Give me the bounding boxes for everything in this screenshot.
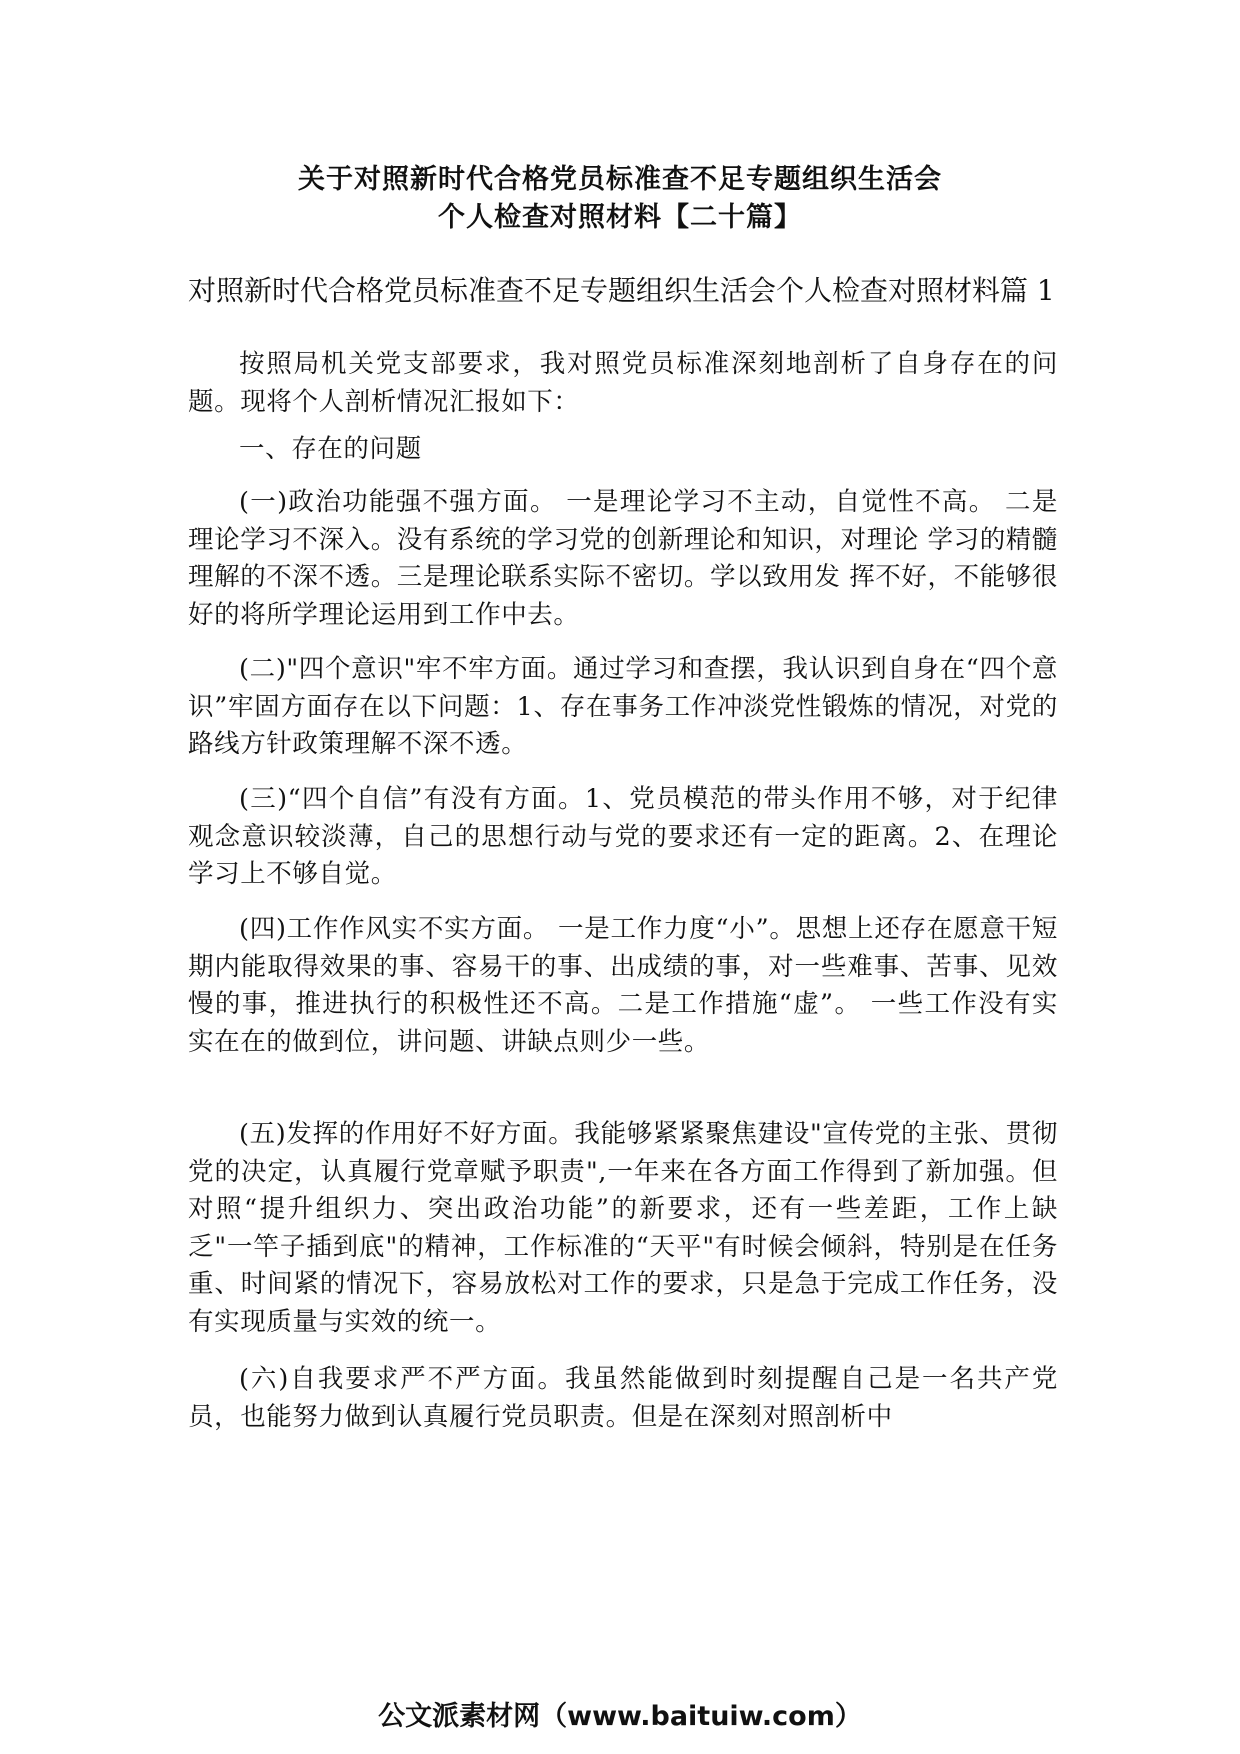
item-paragraph-4: (四)工作作风实不实方面。 一是工作力度“小”。思想上还存在愿意干短期内能取得效果的事、容易干的事、出成绩的事，对一些难事、苦事、见效慢的事，推进执行的积极性还不高。二是工作措施“虚”。 一些工作没有实实在在的做到位，讲问题、讲缺点则少一些。 — [188, 914, 1058, 1057]
section-heading: 一、存在的问题 — [239, 434, 422, 464]
intro-paragraph: 按照局机关党支部要求，我对照党员标准深刻地剖析了自身存在的问题。现将个人剖析情况汇报如下： — [188, 349, 1058, 417]
item-paragraph-3: (三)“四个自信”有没有方面。1、党员模范的带头作用不够，对于纪律观念意识较淡薄，自己的思想行动与党的要求还有一定的距离。2、在理论学习上不够自觉。 — [188, 784, 1058, 889]
document-title-line1: 关于对照新时代合格党员标准查不足专题组织生活会 — [298, 164, 942, 195]
item-paragraph-5: (五)发挥的作用好不好方面。我能够紧紧聚焦建设"宣传党的主张、贯彻党的决定，认真履行党章赋予职责",一年来在各方面工作得到了新加强。但对照“提升组织力、突出政治功能”的新要求，还有一些差距，工作上缺乏"一竿子插到底"的精神，工作标准的“天平"有时候会倾斜，特别是在任务重、时间紧的情况下，容易放松对工作的要求，只是急于完成工作任务，没有实现质量与实效的统一。 — [188, 1119, 1058, 1337]
item-paragraph-6: (六)自我要求严不严方面。我虽然能做到时刻提醒自己是一名共产党员，也能努力做到认真履行党员职责。但是在深刻对照剖析中 — [188, 1364, 1058, 1432]
item-paragraph-2: (二)"四个意识"牢不牢方面。通过学习和查摆，我认识到自身在“四个意识”牢固方面存在以下问题：1、存在事务工作冲淡党性锻炼的情况，对党的路线方针政策理解不深不透。 — [188, 654, 1058, 759]
document-title-line2: 个人检查对照材料【二十篇】 — [438, 202, 802, 233]
footer-source: 公文派素材网（www.baituiw.com） — [378, 1701, 862, 1732]
article-subheading: 对照新时代合格党员标准查不足专题组织生活会个人检查对照材料篇 1 — [188, 274, 1055, 307]
item-paragraph-1: (一)政治功能强不强方面。 一是理论学习不主动，自觉性不高。 二是理论学习不深入。没有系统的学习党的创新理论和知识，对理论 学习的精髓理解的不深不透。三是理论联系实际不密切。学以致用发 挥不好，不能够很好的将所学理论运用到工作中去。 — [188, 487, 1059, 630]
